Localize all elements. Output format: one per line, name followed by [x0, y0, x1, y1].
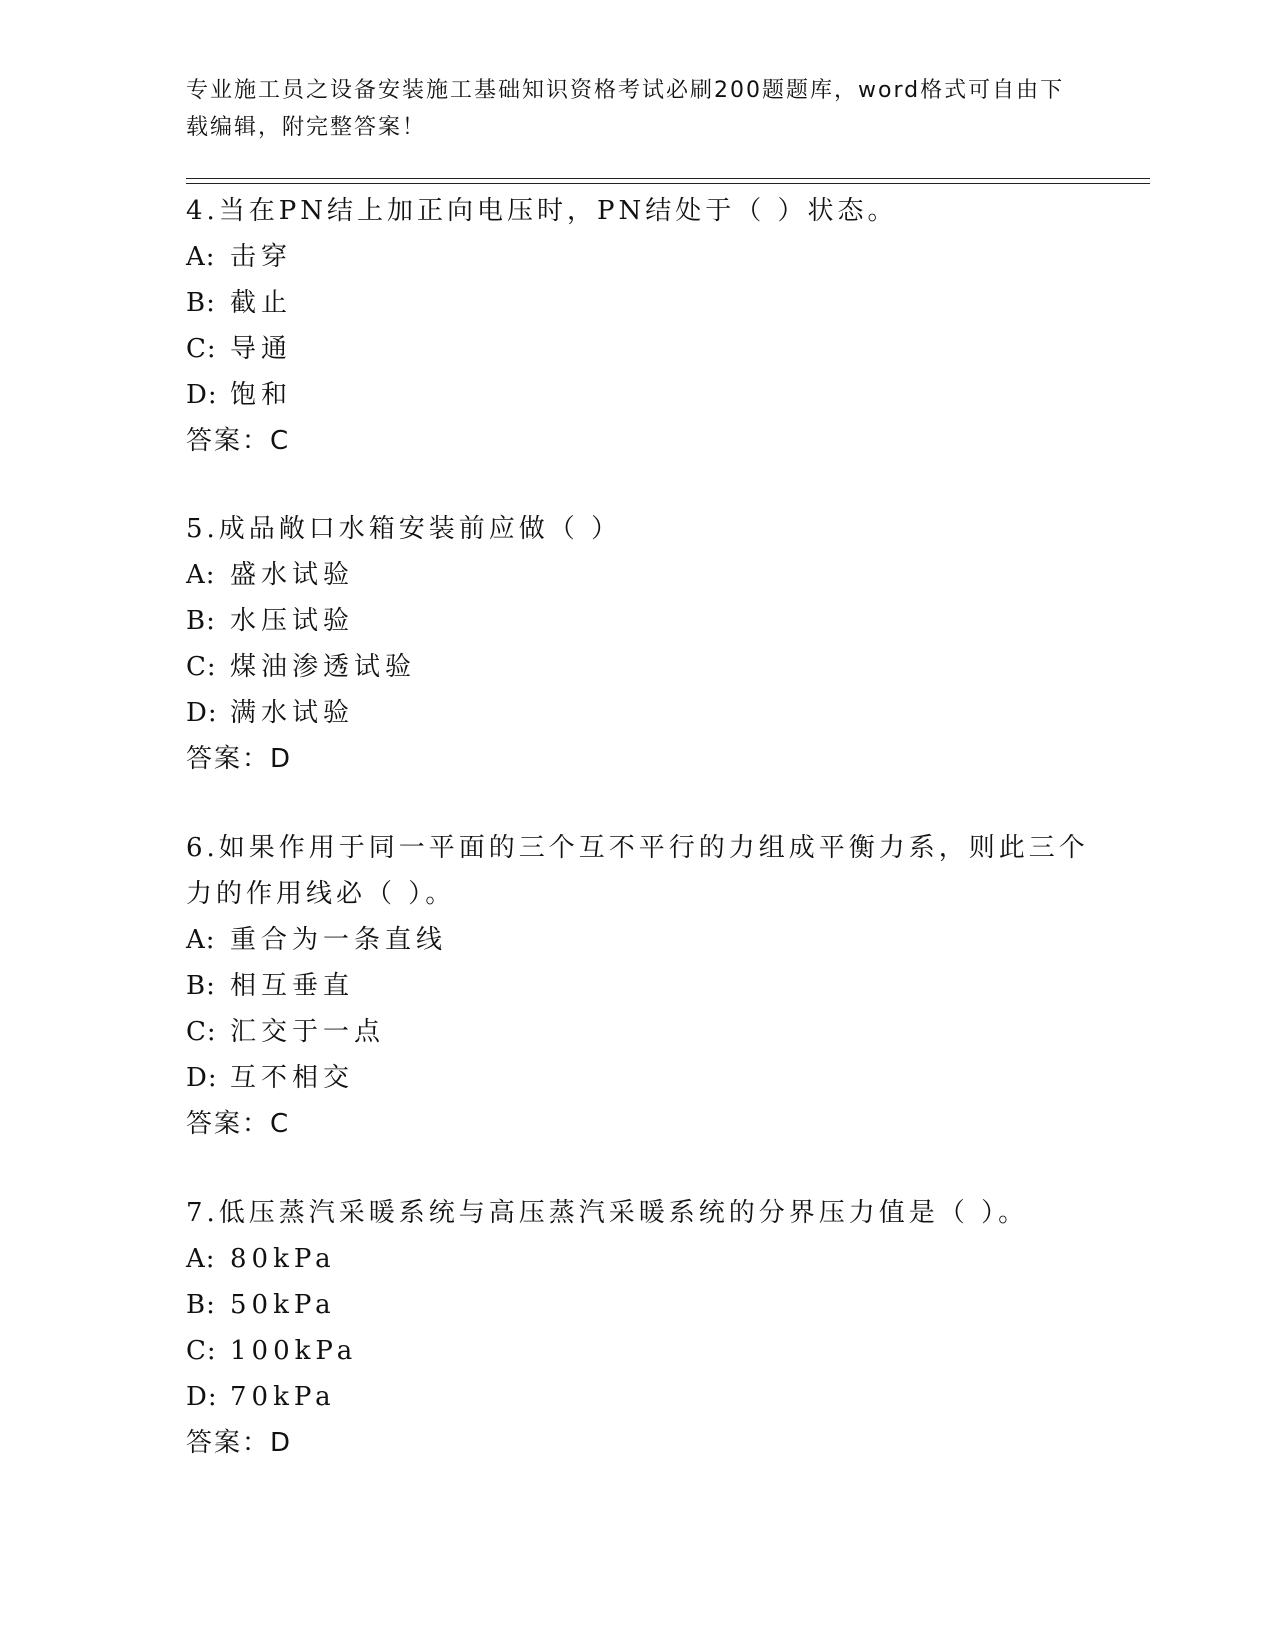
option-text: 重合为一条直线	[230, 925, 448, 955]
option-letter: D:	[186, 698, 218, 728]
option-text: 互不相交	[230, 1063, 355, 1093]
option-letter: A:	[186, 925, 216, 955]
option-text: 80kPa	[230, 1244, 336, 1274]
option-b	[186, 963, 1086, 1009]
answer-line: 答案：C	[186, 1109, 291, 1139]
header-divider-bottom	[186, 183, 1150, 184]
option-letter: B:	[186, 288, 216, 318]
option-text: 击穿	[230, 242, 293, 272]
question-stem: 7.低压蒸汽采暖系统与高压蒸汽采暖系统的分界压力值是（ ）。	[186, 1198, 1029, 1228]
question-4	[186, 188, 1086, 464]
option-letter: D:	[186, 1382, 218, 1412]
option-letter: A:	[186, 560, 216, 590]
option-b	[186, 1282, 1086, 1328]
header-divider-top	[186, 178, 1150, 179]
option-text: 汇交于一点	[230, 1017, 386, 1047]
option-text: 导通	[230, 334, 293, 364]
option-b	[186, 598, 1086, 644]
option-c	[186, 1328, 1086, 1374]
option-letter: A:	[186, 242, 216, 272]
question-stem: 5.成品敞口水箱安装前应做（ ）	[186, 514, 622, 544]
option-c	[186, 1009, 1086, 1055]
option-text: 截止	[230, 288, 293, 318]
option-letter: D:	[186, 1063, 218, 1093]
question-stem-line-1: 6.如果作用于同一平面的三个互不平行的力组成平衡力系，则此三个	[186, 833, 1089, 863]
option-text: 满水试验	[230, 698, 355, 728]
option-d	[186, 690, 1086, 736]
option-text: 50kPa	[230, 1290, 336, 1320]
document-header: 专业施工员之设备安装施工基础知识资格考试必刷200题题库，word格式可自由下载编辑，附完整答案！	[186, 78, 1065, 140]
question-stem-line-2: 力的作用线必（ ）。	[186, 879, 456, 909]
option-text: 盛水试验	[230, 560, 355, 590]
option-a	[186, 552, 1086, 598]
option-a	[186, 1236, 1086, 1282]
question-7	[186, 1190, 1086, 1466]
answer-line: 答案：C	[186, 426, 291, 456]
option-a	[186, 917, 1086, 963]
question-stem: 4.当在PN结上加正向电压时，PN结处于（ ）状态。	[186, 196, 898, 226]
option-text: 100kPa	[230, 1336, 358, 1366]
option-letter: B:	[186, 1290, 216, 1320]
answer-line: 答案：D	[186, 744, 293, 774]
option-text: 饱和	[230, 380, 293, 410]
option-letter: C:	[186, 652, 217, 682]
option-text: 水压试验	[230, 606, 355, 636]
option-a	[186, 234, 1086, 280]
question-5	[186, 506, 1086, 782]
option-letter: C:	[186, 1336, 217, 1366]
option-letter: A:	[186, 1244, 216, 1274]
option-d	[186, 372, 1086, 418]
option-c	[186, 644, 1086, 690]
option-letter: C:	[186, 1017, 217, 1047]
option-letter: B:	[186, 971, 216, 1001]
question-6	[186, 825, 1089, 1147]
option-letter: D:	[186, 380, 218, 410]
option-d	[186, 1374, 1086, 1420]
option-b	[186, 280, 1086, 326]
option-text: 70kPa	[230, 1382, 336, 1412]
option-letter: C:	[186, 334, 217, 364]
option-c	[186, 326, 1086, 372]
option-d	[186, 1055, 1086, 1101]
option-text: 煤油渗透试验	[230, 652, 417, 682]
option-letter: B:	[186, 606, 216, 636]
option-text: 相互垂直	[230, 971, 355, 1001]
answer-line: 答案：D	[186, 1428, 293, 1458]
